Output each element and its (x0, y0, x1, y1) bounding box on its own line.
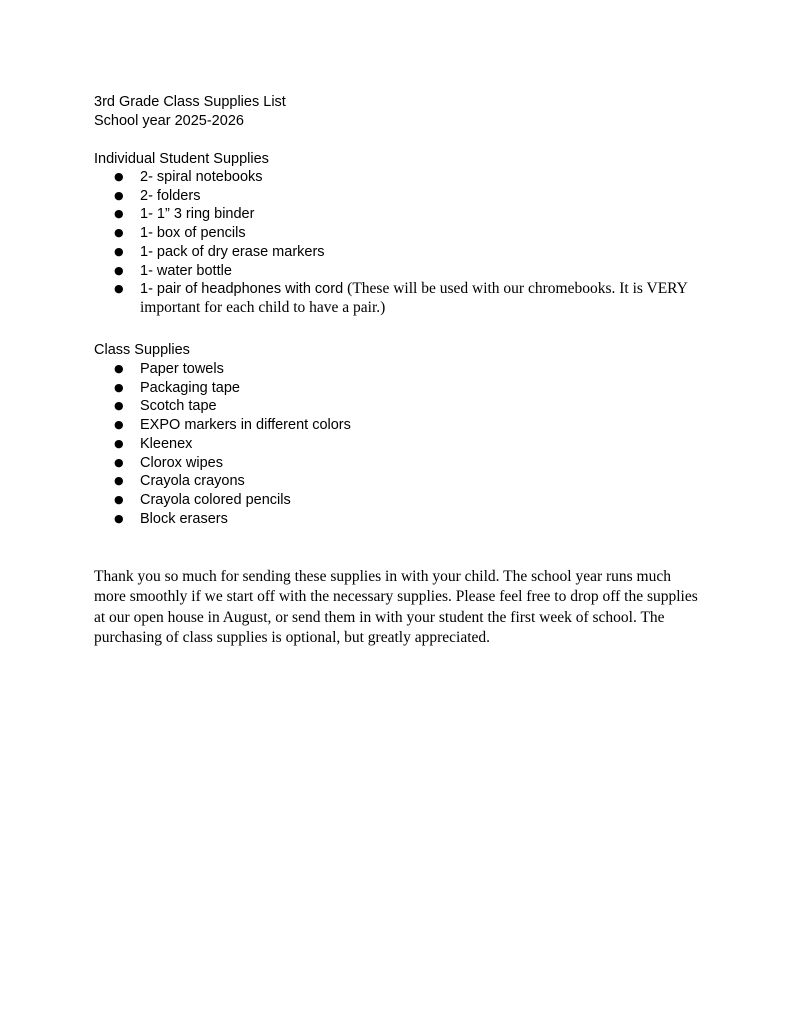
bullet-icon: ● (114, 362, 124, 375)
list-item (0, 243, 700, 262)
list-item-label: Clorox wipes (140, 454, 223, 471)
list-item-label: 1- water bottle (140, 262, 232, 279)
bullet-icon: ● (114, 170, 124, 183)
list-item-label: Kleenex (140, 435, 193, 452)
document-header (94, 93, 286, 131)
list-item (0, 187, 700, 206)
bullet-icon: ● (114, 418, 124, 432)
list-item (0, 454, 700, 473)
document-title: 3rd Grade Class Supplies List (94, 94, 286, 110)
school-year: School year 2025-2026 (94, 113, 244, 129)
list-item (0, 168, 700, 187)
list-item (0, 472, 700, 491)
list-item-headphones (0, 280, 700, 317)
list-item-label: Block erasers (140, 510, 228, 527)
list-item-label: Paper towels (140, 361, 224, 377)
list-item-label: Crayola crayons (140, 473, 245, 490)
list-item (0, 224, 700, 243)
individual-supplies-list (0, 168, 700, 318)
class-supplies-list (0, 360, 700, 528)
bullet-icon: ● (114, 282, 124, 296)
bullet-icon: ● (114, 188, 124, 202)
bullet-icon: ● (114, 244, 124, 258)
headphones-note: (These will be used with our chromebooks. It is VERY important for each child to have a pair.) (140, 280, 688, 316)
list-item (0, 416, 700, 435)
class-supplies-heading: Class Supplies (94, 342, 190, 358)
list-item (0, 205, 700, 224)
list-item-label: EXPO markers in different colors (140, 417, 351, 434)
bullet-icon: ● (114, 380, 124, 394)
list-item (0, 379, 700, 398)
closing-paragraph: Thank you so much for sending these supplies in with your child. The school year runs much more smoothly if we start off with the necessary supplies. Please feel free to drop off the supplies at our open house in August, or send them in with your student the first week of school. The purchasing of class supplies is optional, but greatly appreciated. (94, 568, 698, 646)
list-item (0, 360, 700, 379)
individual-supplies-heading: Individual Student Supplies (94, 151, 269, 167)
list-item-label: 2- folders (140, 187, 201, 204)
list-item-label: 2- spiral notebooks (140, 169, 263, 185)
list-item (0, 510, 700, 529)
bullet-icon: ● (114, 455, 124, 469)
bullet-icon: ● (114, 474, 124, 488)
list-item (0, 435, 700, 454)
bullet-icon: ● (114, 511, 124, 525)
bullet-icon: ● (114, 207, 124, 221)
list-item-label: Packaging tape (140, 379, 240, 396)
list-item-label: Scotch tape (140, 398, 217, 415)
bullet-icon: ● (114, 399, 124, 413)
list-item-label: 1- box of pencils (140, 225, 246, 242)
list-item-label: 1- pack of dry erase markers (140, 243, 325, 260)
list-item-label: Crayola colored pencils (140, 491, 291, 508)
bullet-icon: ● (114, 436, 124, 450)
list-item (0, 262, 700, 281)
list-item-label: 1- pair of headphones with cord (140, 281, 344, 298)
bullet-icon: ● (114, 226, 124, 240)
list-item (0, 397, 700, 416)
bullet-icon: ● (114, 492, 124, 506)
bullet-icon: ● (114, 263, 124, 277)
list-item-label: 1- 1” 3 ring binder (140, 206, 255, 223)
list-item (0, 491, 700, 510)
